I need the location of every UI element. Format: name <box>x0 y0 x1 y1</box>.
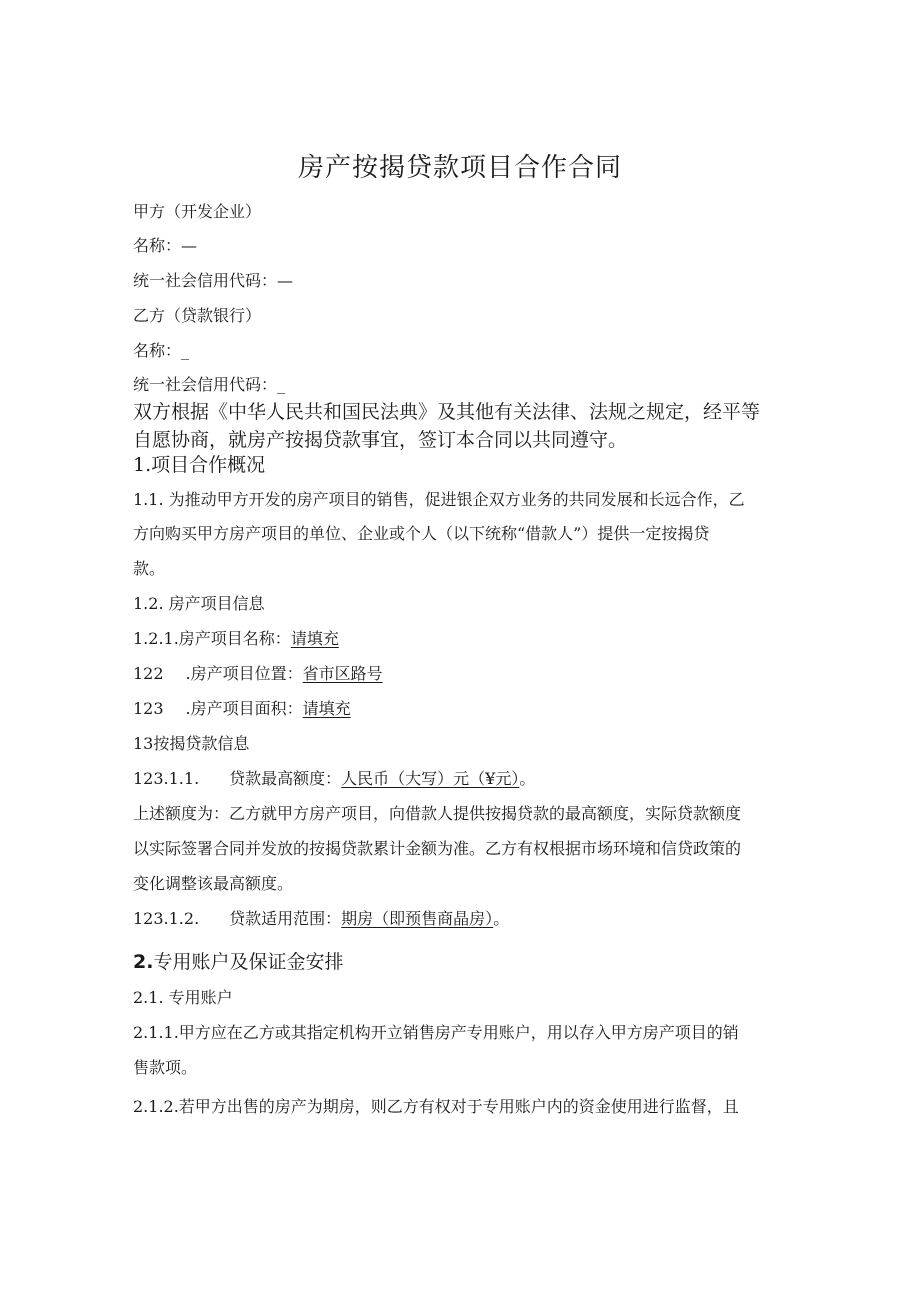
party-a-heading: 甲方（开发企业） <box>133 202 262 221</box>
loan-limit-value: 人民币（大写）元（¥元） <box>341 769 520 788</box>
clause-1-1-line-2: 方向购买甲方房产项目的单位、企业或个人（以下统称“借款人”）提供一定按揭贷 <box>133 524 710 543</box>
party-a-code-label: 统一社会信用代码： <box>133 271 278 290</box>
project-location-label: .房产项目位置： <box>185 664 303 683</box>
loan-limit-label: 贷款最高额度： <box>229 769 342 788</box>
loan-scope-label: 贷款适用范围： <box>229 909 342 928</box>
loan-scope-end: 。 <box>493 909 510 928</box>
clause-1-2-1 <box>133 627 793 651</box>
clause-1-2: 1.2. 房产项目信息 <box>133 594 265 613</box>
preamble-line-2: 自愿协商，就房产按揭贷款事宜，签订本合同以共同遵守。 <box>133 429 628 451</box>
party-b-code <box>133 373 793 397</box>
clause-1-2-2 <box>133 662 793 686</box>
limit-paragraph-line-2: 以实际签署合同并发放的按揭贷款累计金额为准。乙方有权根据市场环境和信贷政策的 <box>133 839 742 858</box>
clause-1-1-line-3: 款。 <box>133 559 166 578</box>
contract-title: 房产按揭贷款项目合作合同 <box>297 153 622 183</box>
clause-1-2-3-1-1-number: 123.1.1. <box>133 769 200 788</box>
party-b-code-value: _ <box>277 375 286 394</box>
party-a-code-value: — <box>277 271 294 290</box>
clause-1-2-3-1-2-number: 123.1.2. <box>133 909 200 928</box>
party-b-name <box>133 339 793 363</box>
project-area-label: .房产项目面积： <box>185 699 303 718</box>
clause-1-2-3-number: 123 <box>133 699 164 718</box>
preamble-line-1: 双方根据《中华人民共和国民法典》及其他有关法律、法规之规定，经平等 <box>133 401 761 423</box>
party-b-heading: 乙方（贷款银行） <box>133 306 262 325</box>
party-a-code <box>133 269 793 293</box>
clause-2-1-2-line-1: 2.1.2.若甲方出售的房产为期房，则乙方有权对于专用账户内的资金使用进行监督，且 <box>133 1097 739 1116</box>
clause-1-2-3 <box>133 697 793 721</box>
party-b-name-value: _ <box>181 341 190 360</box>
section-2-number: 2. <box>133 951 154 973</box>
loan-limit-end: 。 <box>519 769 536 788</box>
clause-2-1-1-line-2: 售款项。 <box>133 1058 198 1077</box>
clause-2-1-1-line-1: 2.1.1.甲方应在乙方或其指定机构开立销售房产专用账户，用以存入甲方房产项目的销 <box>133 1023 739 1042</box>
project-area-value: 请填充 <box>302 699 351 718</box>
clause-1-2-3-1-2 <box>133 907 793 931</box>
section-2-heading <box>133 947 793 977</box>
clause-1-1-line-1: 1.1. 为推动甲方开发的房产项目的销售，促进银企双方业务的共同发展和长远合作，乙 <box>133 490 745 509</box>
section-1-heading: 1.项目合作概况 <box>133 454 266 476</box>
loan-scope-value: 期房（即预售商晶房） <box>341 909 494 928</box>
clause-2-1: 2.1. 专用账户 <box>133 988 233 1007</box>
section-2-title: 专用账户及保证金安排 <box>153 951 344 973</box>
project-name-label: 1.2.1.房产项目名称： <box>133 629 291 648</box>
limit-paragraph-line-1: 上述额度为：乙方就甲方房产项目，向借款人提供按揭贷款的最高额度，实际贷款额度 <box>133 804 742 823</box>
party-a-name-value: — <box>181 236 198 255</box>
party-b-code-label: 统一社会信用代码： <box>133 375 278 394</box>
limit-paragraph-line-3: 变化调整该最高额度。 <box>133 874 294 893</box>
clause-1-3: 13按揭贷款信息 <box>133 734 250 753</box>
clause-1-2-2-number: 122 <box>133 664 164 683</box>
project-location-value: 省市区路号 <box>302 664 383 683</box>
clause-1-2-3-1-1 <box>133 767 793 791</box>
party-a-name-label: 名称： <box>133 236 182 255</box>
party-b-name-label: 名称： <box>133 341 182 360</box>
project-name-value: 请填充 <box>290 629 339 648</box>
party-a-name <box>133 234 793 258</box>
